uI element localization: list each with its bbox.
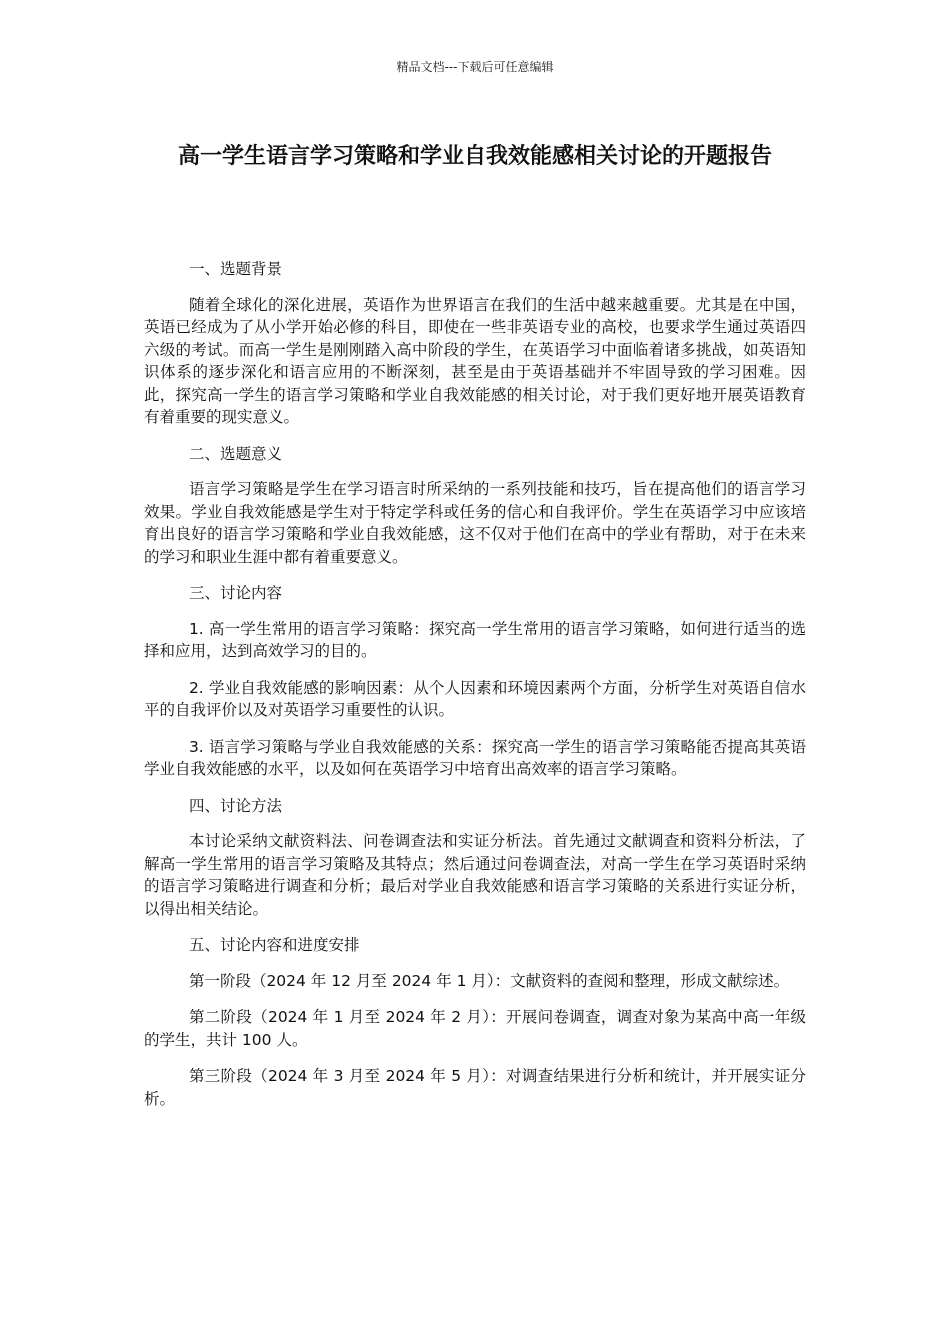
schedule-item: 第二阶段（2024 年 1 月至 2024 年 2 月）：开展问卷调查，调查对象为某高中高一年级的学生，共计 100 人。 xyxy=(144,1008,806,1049)
section-heading: 四、讨论方法 xyxy=(188,796,282,815)
section-heading: 三、讨论内容 xyxy=(188,584,282,602)
section-heading: 一、选题背景 xyxy=(188,260,282,278)
schedule-item: 第三阶段（2024 年 3 月至 2024 年 5 月）：对调查结果进行分析和统计，并开展实证分析。 xyxy=(144,1067,806,1108)
section-heading: 五、讨论内容和进度安排 xyxy=(188,936,360,954)
section-schedule xyxy=(144,934,806,1110)
section-content xyxy=(144,582,806,781)
section-heading: 二、选题意义 xyxy=(188,444,282,463)
paragraph: 随着全球化的深化进展，英语作为世界语言在我们的生活中越来越重要。尤其是在中国，英语已经成为了从小学开始必修的科目，即使在一些非英语专业的高校，也要求学生通过英语四六级的考试。而高一学生是刚刚踏入高中阶段的学生，在英语学习中面临着诸多挑战，如英语知识体系的逐步深化和语言应用的不断深刻，甚至是由于英语基础并不牢固导致的学习困难。因此，探究高一学生的语言学习策略和学业自我效能感的相关讨论，对于我们更好地开展英语教育有着重要的现实意义。 xyxy=(144,295,806,426)
document-body xyxy=(144,258,806,1124)
schedule-item: 第一阶段（2024 年 12 月至 2024 年 1 月）：文献资料的查阅和整理，形成文献综述。 xyxy=(188,971,790,990)
section-methods xyxy=(144,795,806,921)
list-item: 1. 高一学生常用的语言学习策略：探究高一学生常用的语言学习策略，如何进行适当的选择和应用，达到高效学习的目的。 xyxy=(144,619,806,660)
paragraph: 语言学习策略是学生在学习语言时所采纳的一系列技能和技巧，旨在提高他们的语言学习效果。学业自我效能感是学生对于特定学科或任务的信心和自我评价。学生在英语学习中应该培育出良好的语言学习策略和学业自我效能感，这不仅对于他们在高中的学业有帮助，对于在未来的学习和职业生涯中都有着重要意义。 xyxy=(144,480,806,566)
paragraph: 本讨论采纳文献资料法、问卷调查法和实证分析法。首先通过文献调查和资料分析法，了解高一学生常用的语言学习策略及其特点；然后通过问卷调查法，对高一学生在学习英语时采纳的语言学习策略进行调查和分析；最后对学业自我效能感和语言学习策略的关系进行实证分析，以得出相关结论。 xyxy=(144,832,806,918)
document-title: 高一学生语言学习策略和学业自我效能感相关讨论的开题报告 xyxy=(177,144,772,169)
list-item: 3. 语言学习策略与学业自我效能感的关系：探究高一学生的语言学习策略能否提高其英语学业自我效能感的水平，以及如何在英语学习中培育出高效率的语言学习策略。 xyxy=(144,737,806,778)
section-background xyxy=(144,258,806,429)
section-significance xyxy=(144,443,806,569)
header-note: 精品文档---下载后可任意编辑 xyxy=(396,60,554,74)
list-item: 2. 学业自我效能感的影响因素：从个人因素和环境因素两个方面，分析学生对英语自信水平的自我评价以及对英语学习重要性的认识。 xyxy=(144,678,806,719)
